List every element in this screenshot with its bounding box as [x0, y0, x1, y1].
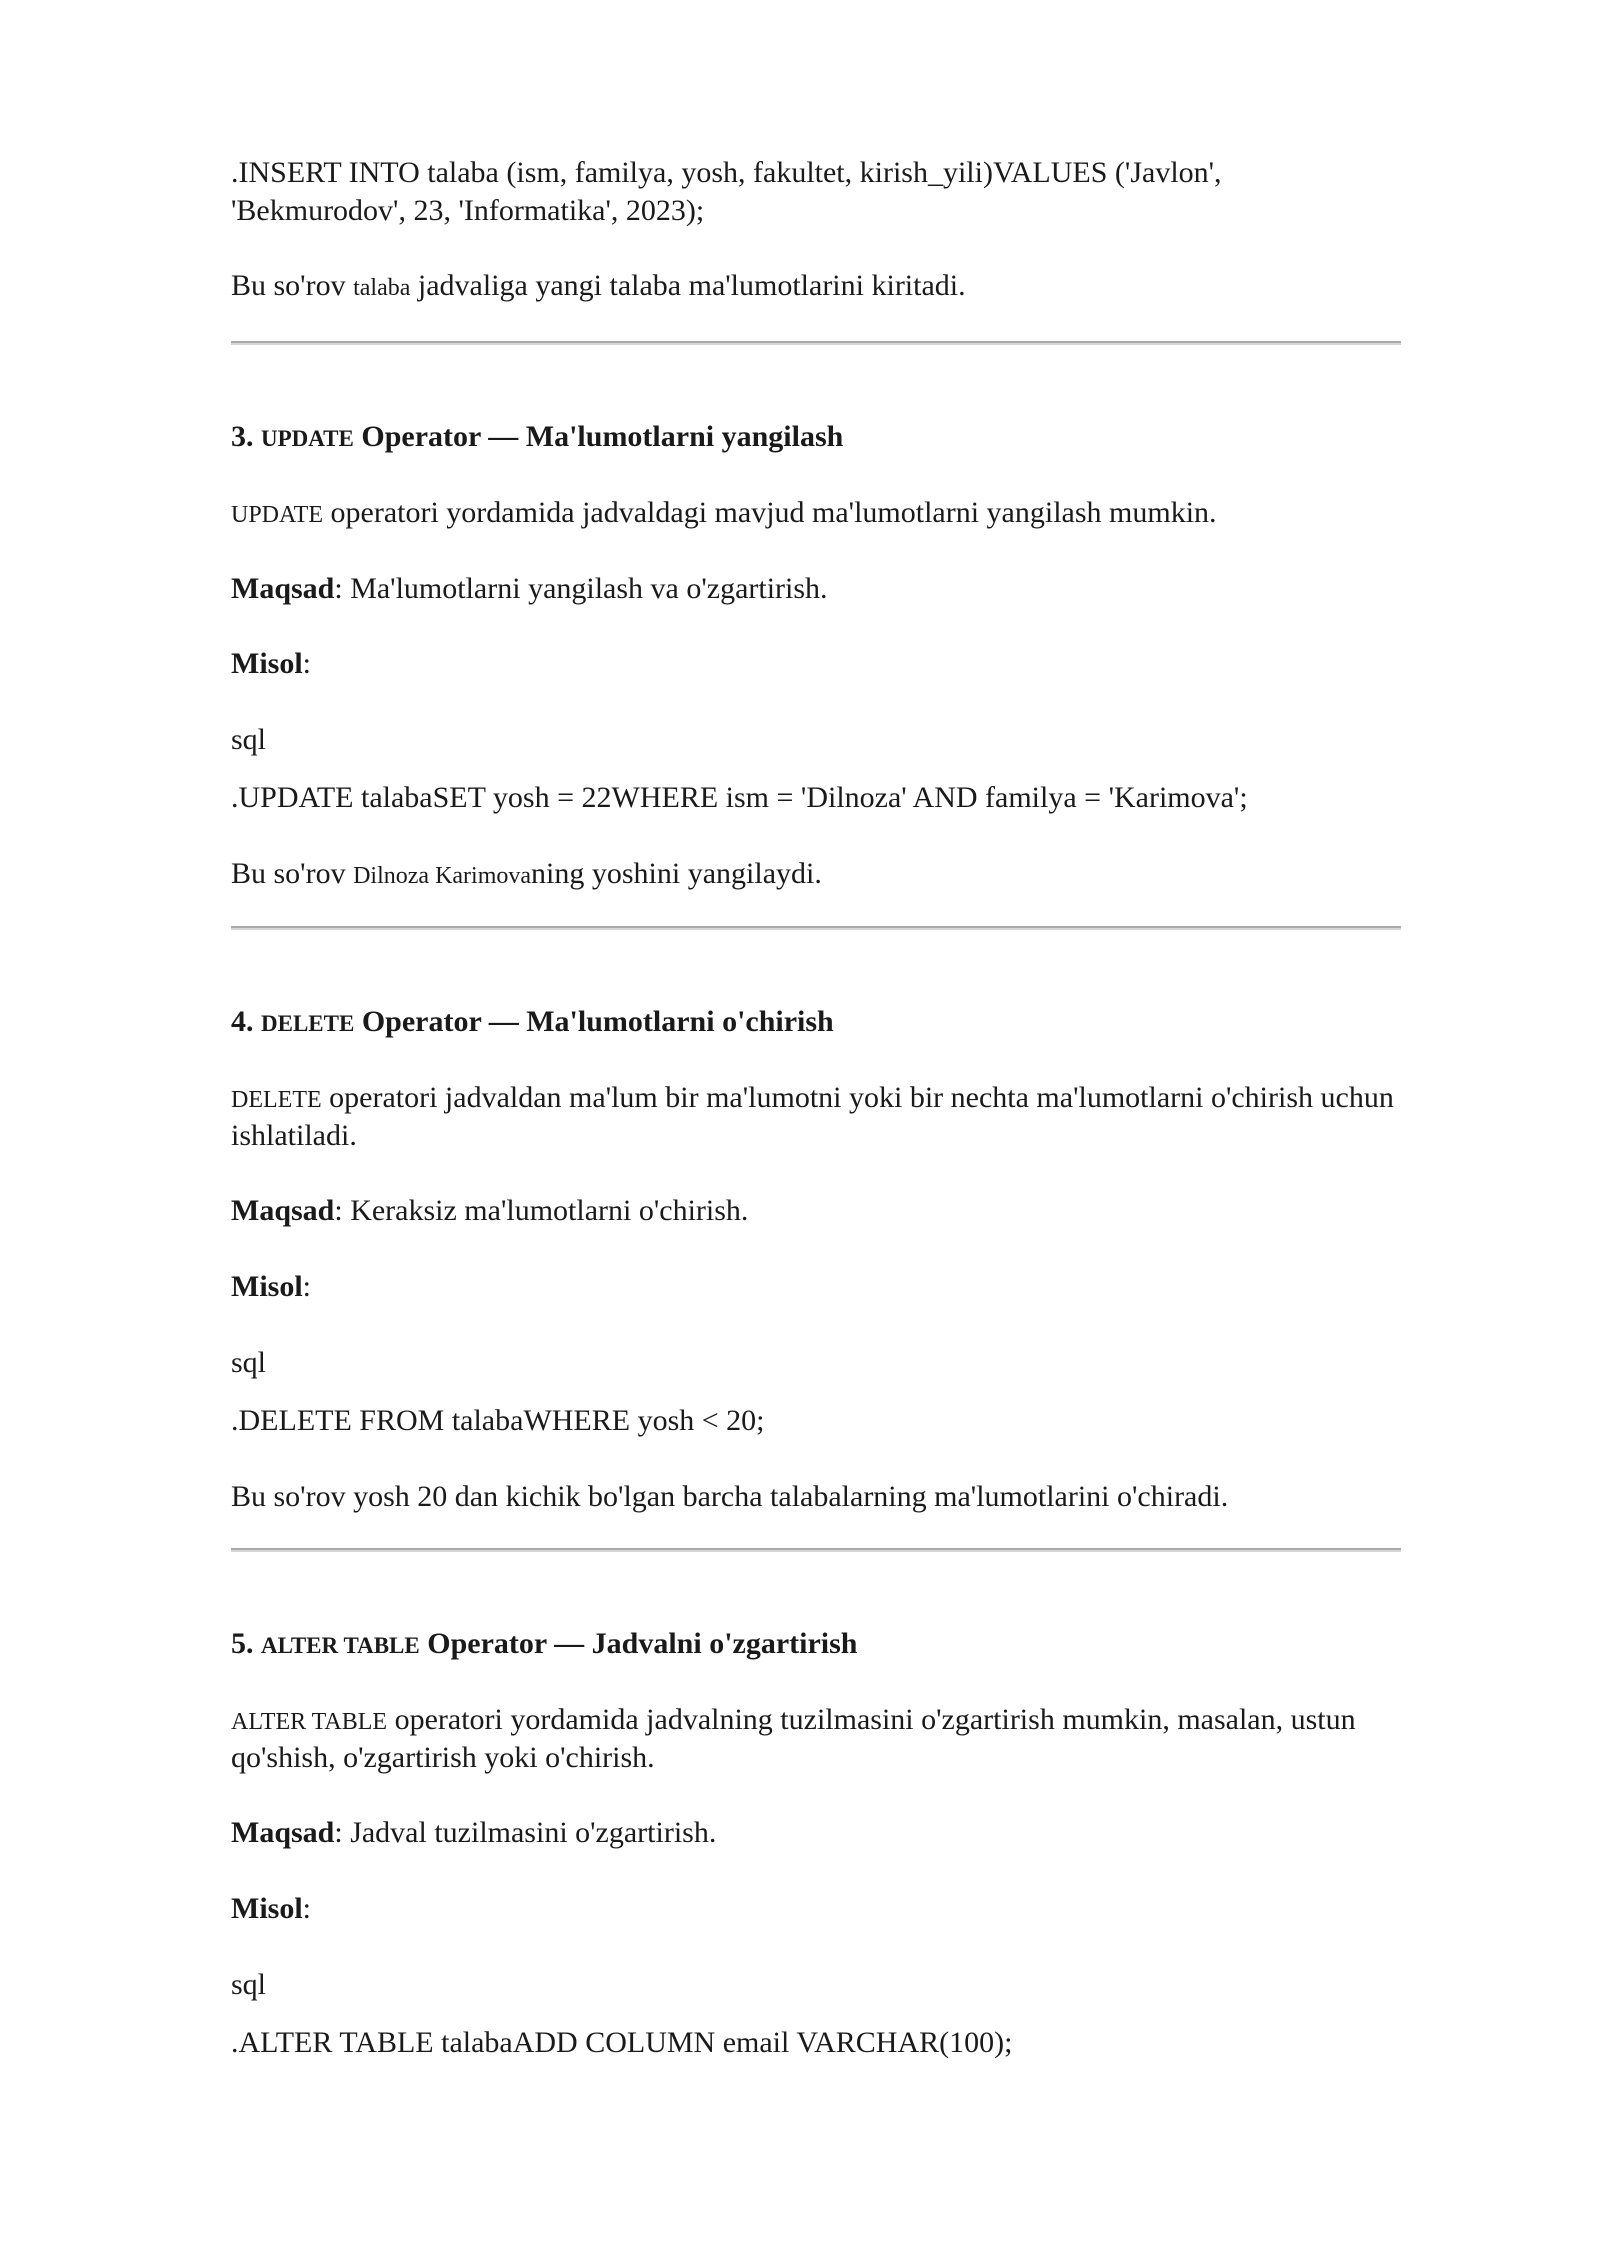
- inline-code: UPDATE: [231, 502, 324, 528]
- inline-code: Dilnoza Karimova: [353, 863, 532, 889]
- update-purpose: Maqsad: Ma'lumotlarni yangilash va o'zgartirish.: [231, 572, 828, 605]
- update-explanation: Bu so'rov Dilnoza Karimovaning yoshini yangilaydi.: [231, 857, 822, 890]
- update-example-label: Misol:: [231, 647, 312, 680]
- section-divider: [231, 926, 1401, 930]
- update-description: UPDATE operatori yordamida jadvaldagi mavjud ma'lumotlarni yangilash mumkin.: [231, 496, 1217, 529]
- inline-code: ALTER TABLE: [231, 1709, 388, 1735]
- update-query: .UPDATE talabaSET yosh = 22WHERE ism = 'Dilnoza' AND familya = 'Karimova';: [231, 781, 1248, 814]
- delete-example-label: Misol:: [231, 1270, 312, 1303]
- section-divider: [231, 341, 1401, 345]
- section-heading-delete: 4. DELETE Operator — Ma'lumotlarni o'chirish: [231, 1005, 834, 1038]
- alter-query: .ALTER TABLE talabaADD COLUMN email VARCHAR(100);: [231, 2026, 1013, 2059]
- alter-description-line-2: qo'shish, o'zgartirish yoki o'chirish.: [231, 1741, 655, 1774]
- alter-example-label: Misol:: [231, 1892, 312, 1925]
- delete-description-line-2: ishlatiladi.: [231, 1119, 357, 1152]
- inline-code: talaba: [353, 275, 411, 301]
- insert-query-line-2: 'Bekmurodov', 23, 'Informatika', 2023);: [231, 194, 705, 227]
- section-heading-alter-table: 5. ALTER TABLE Operator — Jadvalni o'zgartirish: [231, 1627, 858, 1660]
- delete-query: .DELETE FROM talabaWHERE yosh < 20;: [231, 1404, 765, 1437]
- delete-explanation: Bu so'rov yosh 20 dan kichik bo'lgan barcha talabalarning ma'lumotlarini o'chiradi.: [231, 1480, 1229, 1513]
- alter-purpose: Maqsad: Jadval tuzilmasini o'zgartirish.: [231, 1816, 717, 1849]
- section-divider: [231, 1548, 1401, 1552]
- insert-explanation: Bu so'rov talaba jadvaliga yangi talaba ma'lumotlarini kiritadi.: [231, 269, 966, 302]
- delete-purpose: Maqsad: Keraksiz ma'lumotlarni o'chirish.: [231, 1194, 749, 1227]
- inline-code: DELETE: [231, 1087, 322, 1113]
- code-language-label: sql: [231, 1346, 267, 1379]
- insert-query-line-1: .INSERT INTO talaba (ism, familya, yosh, fakultet, kirish_yili)VALUES ('Javlon',: [231, 156, 1222, 189]
- alter-description: ALTER TABLE operatori yordamida jadvalning tuzilmasini o'zgartirish mumkin, masalan, ustun: [231, 1703, 1356, 1736]
- code-language-label: sql: [231, 723, 267, 756]
- code-language-label: sql: [231, 1968, 267, 2001]
- delete-description: DELETE operatori jadvaldan ma'lum bir ma'lumotni yoki bir nechta ma'lumotlarni o'chirish uchun: [231, 1081, 1394, 1114]
- section-heading-update: 3. UPDATE Operator — Ma'lumotlarni yangilash: [231, 420, 844, 453]
